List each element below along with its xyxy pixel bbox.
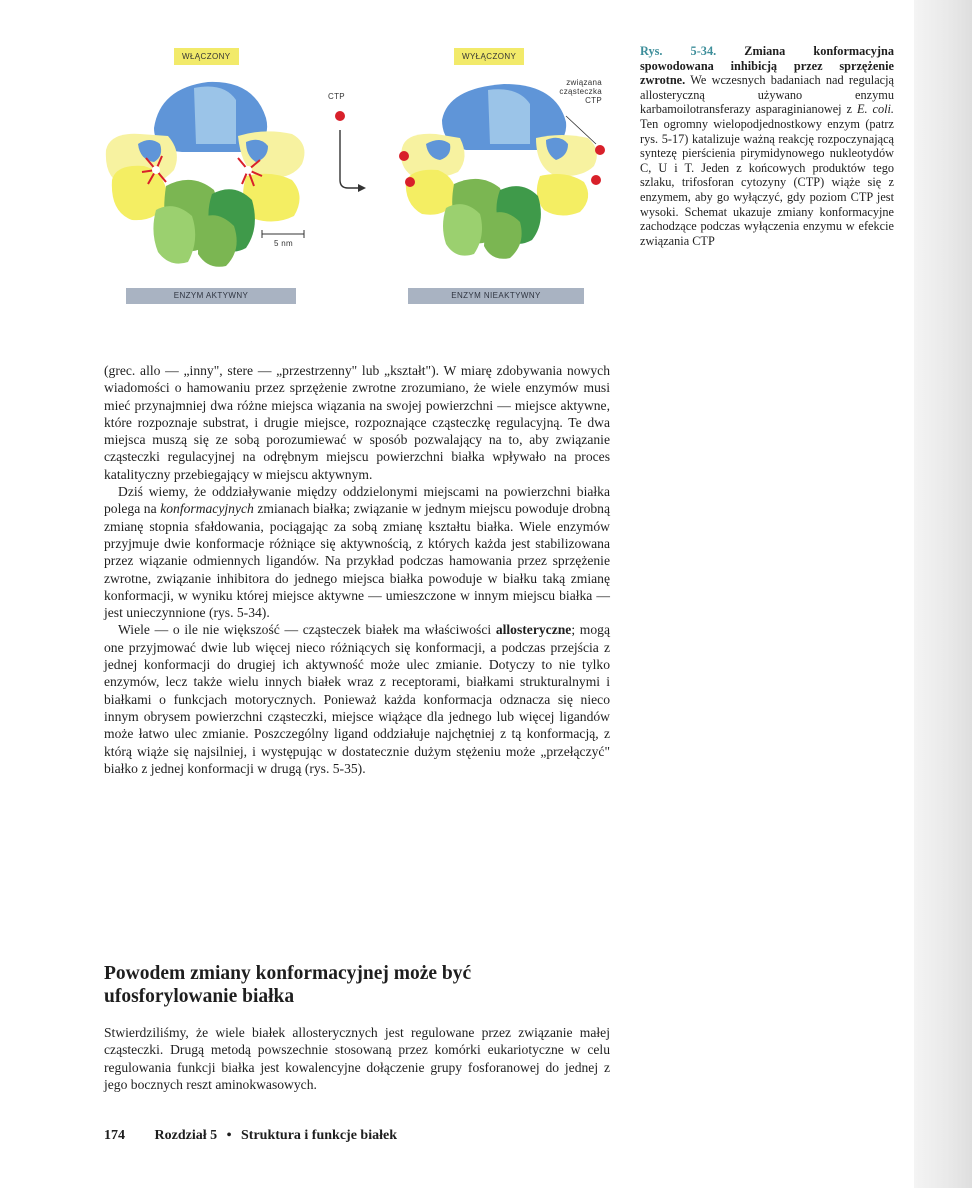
bound-ctp-label-line2: cząsteczka — [559, 87, 602, 96]
chapter-label: Rozdział 5 — [154, 1128, 218, 1143]
section-text: Stwierdziliśmy, że wiele białek allosterycznych jest regulowane przez związanie małej cząsteczki. Drugą metodą powszechnie stosowaną przez komórki eukariotyczne w celu regulowania funkcji białka jest kowalencyjne dołączenie grupy fosforanowej do jednej z jego bocznych reszt aminokwasowych. — [104, 1025, 610, 1092]
inactive-enzyme — [399, 84, 605, 259]
footer-bullet: • — [226, 1128, 232, 1143]
scale-label: 5 nm — [274, 239, 293, 248]
figure-caption — [640, 44, 894, 248]
ctp-arrow — [335, 111, 366, 192]
paragraph-2 — [104, 483, 610, 621]
p3-text-a: Wiele — o ile nie większość — cząsteczek białek ma właściwości — [118, 622, 496, 638]
paragraph-3 — [104, 621, 610, 777]
bound-ctp-label-line1: związana — [566, 78, 602, 87]
page-edge-shadow — [914, 0, 972, 1188]
paragraph-1: (grec. allo — „inny", stere — „przestrzenny" lub „kształt"). W miarę zdobywania nowych wiadomości o hamowaniu przez sprzężenie zwrotne zrozumiano, że wiele enzymów musi mieć przynajmniej dwa różne miejsca wiązania na swojej powierzchni — miejsce aktywne, które rozpoznaje substrat, i drugie miejsce, rozpoznające cząsteczkę regulacyjną. Te dwa miejsca muszą się ze sobą porozumiewać w sposób pozwalający na to, aby związanie cząsteczki regulacyjnej na odrębnym miejscu powierzchni białka wpływało na proces katalityczny przebiegający w miejscu aktywnym. — [104, 363, 610, 482]
page-number: 174 — [104, 1128, 125, 1143]
enzyme-diagram — [96, 40, 616, 315]
caption-title: Zmiana konformacyjna spowodowana inhibicją przez sprzężenie zwrotne. — [640, 44, 894, 88]
caption-italic: E. coli. — [856, 102, 894, 117]
p2-text-b: zmianach białka; związanie w jednym miejscu powoduje drobną zmianę stopnia sfałdowania, pociągając za sobą zmianę kształtu białka. Wiele enzymów przyjmuje dwie konformacje różniące się aktywnością, z których każda jest stabilizowana przez wiązanie odmiennych ligandów. Na przykład podczas hamowania przez sprzężenie zwrotne, związanie inhibitora do jednego miejsca białka powoduje w białku taką zmianę konformacji, w wyniku której miejsce aktywne — umieszczone w innym miejscu białka — jest unieczynnione (rys. 5-34). — [104, 501, 610, 621]
section-heading-line2: ufosforylowanie białka — [104, 986, 295, 1007]
p2-italic: konformacyjnych — [160, 501, 254, 517]
body-text — [104, 362, 610, 777]
scale-bar — [262, 230, 304, 238]
figure-5-34 — [96, 40, 616, 315]
state-tag-off: WYŁĄCZONY — [454, 48, 524, 65]
p2-text-a: Dziś wiemy, że oddziaływanie między oddzielonymi miejscami na powierzchni białka polega na — [104, 484, 610, 517]
inactive-enzyme-bar: ENZYM NIEAKTYWNY — [408, 288, 584, 304]
section-heading — [104, 962, 624, 1008]
page-footer — [104, 1128, 397, 1144]
ctp-label: CTP — [328, 92, 345, 101]
caption-number: Rys. 5-34. — [640, 44, 717, 58]
caption-text-a: We wczesnych badaniach nad regulacją allosteryczną używano enzymu karbamoilotransferazy asparaginianowej z — [640, 73, 894, 117]
bound-ctp-label — [558, 78, 602, 105]
p3-bold: allosteryczne — [495, 622, 572, 638]
state-tag-on: WŁĄCZONY — [174, 48, 239, 65]
section-heading-line1: Powodem zmiany konformacyjnej może być — [104, 963, 472, 984]
bound-ctp-label-line3: CTP — [585, 96, 602, 105]
p3-text-b: ; mogą one przyjmować dwie lub więcej nieco różniących się konformacji, a podczas przejścia z jednej konformacji do drugiej ich aktywność może ulec zmianie. Dotyczy to nie tylko enzymów, lecz także wielu innych białek wraz z receptorami, białkami strukturalnymi i białkami o funkcjach motorycznych. Ponieważ każda konformacja odznacza się nieco innym obrysem powierzchni cząsteczki, miejsce wiążące dla jednego lub więcej ligandów może łatwo ulec zmianie. Poszczególny ligand oddziałuje najchętniej z tą konformacją, z którą wiąże się najsilniej, i występując w dostatecznie dużym stężeniu może „przełączyć" białko z jednej konformacji w drugą (rys. 5-35). — [104, 622, 610, 776]
caption-text-b: Ten ogromny wielopodjednostkowy enzym (patrz rys. 5-17) katalizuje ważną reakcję rozpoczynającą syntezę pierścienia pirymidynowego nukleotydów C, U i T. Jeden z końcowych produktów tego szlaku, trifosforan cytozyny (CTP) wiąże się z enzymem, aby go wyłączyć, gdy poziom CTP jest wysoki. Schemat ukazuje zmiany konformacyjne zachodzące podczas wyłączenia enzymu w efekcie związania CTP — [640, 116, 894, 248]
chapter-title: Struktura i funkcje białek — [241, 1128, 397, 1143]
active-enzyme-bar: ENZYM AKTYWNY — [126, 288, 296, 304]
